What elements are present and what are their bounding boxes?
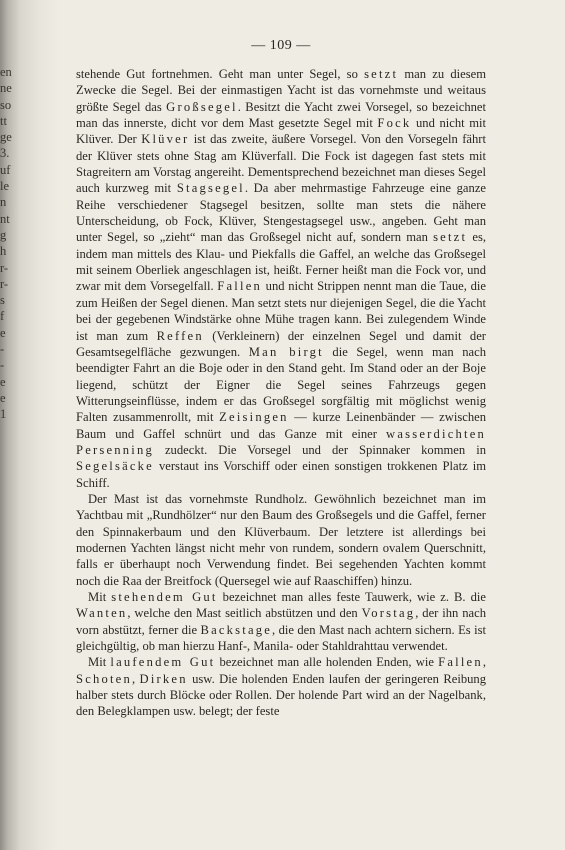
margin-fragment: f: [0, 309, 5, 324]
text-run: stehende Gut fortnehmen. Geht man unter Segel, so: [76, 67, 365, 81]
text-run: es, indem man mittels des Klau- und Piekfalls die Gaffel, an welche das Großsegel mit seinem Oberliek angeschlagen ist, heißt. Ferner heißt man die Fock vor, und zwar mit dem Vorsegelfall.: [76, 230, 486, 294]
margin-fragment: -: [0, 342, 5, 357]
margin-fragment: g: [0, 227, 7, 242]
text-run: und nicht Strippen nennt man die Taue, die zum Heißen der Segel dienen. Man setzt stets nur diejenigen Segel, die die Yacht bei der gegebenen Windstärke ohne Mühe tragen kann. Bei zulegendem Winde ist man zum: [76, 279, 486, 343]
text-run: bezeichnet man alles feste Tauwerk, wie z. B. die: [217, 590, 486, 604]
emphasized-term: setzt: [364, 67, 399, 81]
text-run: — kurze Leinenbänder — zwischen Baum und Gaffel schnürt und das Ganze mit einer: [76, 410, 487, 441]
text-run: (Verkleinern) der einzelnen Segel und damit der Gesamtsegelfläche gezwungen.: [76, 328, 486, 359]
margin-fragment: so: [0, 97, 12, 112]
text-run: , die den Mast nach achtern sichern. Es ist gleichgültig, ob man hierzu Hanf-, Manila- oder Stahldrahttau verwendet.: [76, 622, 486, 654]
text-run: , der ihn nach vorn abstützt, ferner die: [76, 606, 487, 637]
text-run: . Besitzt die Yacht zwei Vorsegel, so bezeichnet man das innerste, dicht vor dem Mast gesetzte Segel mit: [76, 99, 486, 131]
emphasized-term: Fock: [377, 116, 412, 131]
emphasized-term: Fallen: [438, 655, 483, 670]
margin-fragment: -: [0, 358, 5, 373]
emphasized-term: wasserdichten Persenning: [76, 426, 486, 457]
page-number: — 109 —: [251, 38, 311, 53]
paragraph: [76, 491, 486, 589]
emphasized-term: Klüver: [141, 132, 190, 147]
emphasized-term: Schoten: [76, 671, 132, 686]
margin-fragment: 1: [0, 407, 7, 422]
text-run: , welche den Mast seitlich abstützen und den: [127, 606, 362, 621]
text-run: die Segel, wenn man nach beendigter Fahrt an die Boje oder in den Stand geht. Im Stand oder an der Boje liegend, schützt der Eigner die Segel seines Fahrzeugs gegen Witterungseinflüsse, indem er das Großsegel sorgfältig mit möglichst wenig Falten zusammenrollt, mit: [76, 344, 486, 425]
paragraph: [76, 654, 486, 719]
page-body-text: [76, 66, 486, 720]
emphasized-term: Dirken: [139, 671, 188, 686]
text-run: zudeckt. Die Vorsegel und der Spinnaker kommen in: [153, 442, 486, 457]
emphasized-term: Vorstag: [361, 606, 416, 621]
margin-fragment: ne: [0, 81, 12, 96]
margin-fragment: e: [0, 374, 6, 389]
margin-fragment: tt: [0, 113, 7, 128]
text-run: man zu diesem Zwecke die Segel. Bei der einmastigen Yacht ist das vornehmste und weitaus größte Segel das: [76, 67, 486, 114]
margin-fragment: 3.: [0, 146, 10, 161]
text-run: ,: [482, 655, 486, 670]
emphasized-term: Wanten: [76, 606, 128, 621]
margin-fragment: en: [0, 65, 12, 79]
text-run: verstaut ins Vorschiff oder einen sonstigen trokkenen Platz im Schiff.: [76, 459, 486, 490]
emphasized-term: Großsegel: [166, 99, 238, 114]
emphasized-term: Zeisingen: [219, 410, 289, 425]
text-run: bezeichnet man alle holenden Enden, wie: [215, 655, 439, 670]
margin-fragment: nt: [0, 211, 10, 226]
emphasized-term: Segelsäcke: [76, 459, 154, 474]
paragraph: [76, 66, 486, 491]
margin-fragment: n: [0, 195, 7, 210]
emphasized-term: Fallen: [217, 279, 262, 294]
emphasized-term: laufendem Gut: [110, 655, 216, 670]
text-run: usw. Die holenden Enden laufen der geringeren Reibung halber stets durch Blöcke oder Rollen. Der holende Part wird an der Nagelbank, den Belegklampen usw. belegt; der feste: [76, 671, 487, 719]
paragraph: [76, 589, 486, 654]
margin-fragment: le: [0, 179, 10, 194]
emphasized-term: Reffen: [156, 328, 204, 343]
margin-fragment: uf: [0, 162, 11, 177]
text-run: . Da aber mehrmastige Fahrzeuge eine ganze Reihe verschiedener Stagsegel besitzen, sollte man stets die nähere Unterscheidung, ob Fock, Klüver, Stengestagsegel usw., angeben. Geht man unter Segel, so „zieht“ man das Großsegel nicht auf, sondern man: [76, 181, 486, 245]
emphasized-term: Man birgt: [248, 344, 324, 359]
emphasized-term: stehendem Gut: [111, 590, 218, 604]
text-run: Der Mast ist das vornehmste Rundholz. Gewöhnlich bezeichnet man im Yachtbau mit „Rundhölzer“ nur den Baum des Großsegels und die Gaffel, ferner den Spinnakerbaum und den Klüverbaum. Der letztere ist allerdings bei modernen Yachten längst nicht mehr von rundem, sondern ovalem Querschnitt, falls er überhaupt noch Verwendung findet. Bei segehenden Yachten kommt noch die Raa der Breitfock (Quersegel wie auf Raaschiffen) hinzu.: [76, 491, 486, 588]
margin-fragment: h: [0, 244, 7, 259]
emphasized-term: Stagsegel: [176, 181, 245, 196]
text-run: ,: [131, 671, 140, 686]
text-run: Mit: [88, 590, 112, 604]
margin-fragment: s: [0, 293, 5, 308]
margin-fragment: e: [0, 390, 6, 405]
book-page: [76, 38, 486, 720]
margin-fragment: ge: [0, 130, 12, 145]
margin-fragment: e: [0, 325, 6, 340]
emphasized-term: setzt: [433, 230, 468, 245]
text-run: und nicht mit Klüver. Der: [76, 116, 486, 147]
margin-fragment: r-: [0, 260, 9, 275]
text-run: Mit: [88, 655, 111, 670]
previous-page-margin-fragments: [0, 64, 14, 423]
text-run: ist das zweite, äußere Vorsegel. Von den Vorsegeln fährt der Klüver stets ohne Stag am Klüverfall. Die Fock ist dagegen fast stets mit Stagreitern am Vorstag angereiht. Dementsprechend bezeichnet man dieses Segel auch kurzweg mit: [76, 132, 486, 196]
margin-fragment: r-: [0, 276, 9, 291]
emphasized-term: Backstage: [200, 622, 273, 637]
